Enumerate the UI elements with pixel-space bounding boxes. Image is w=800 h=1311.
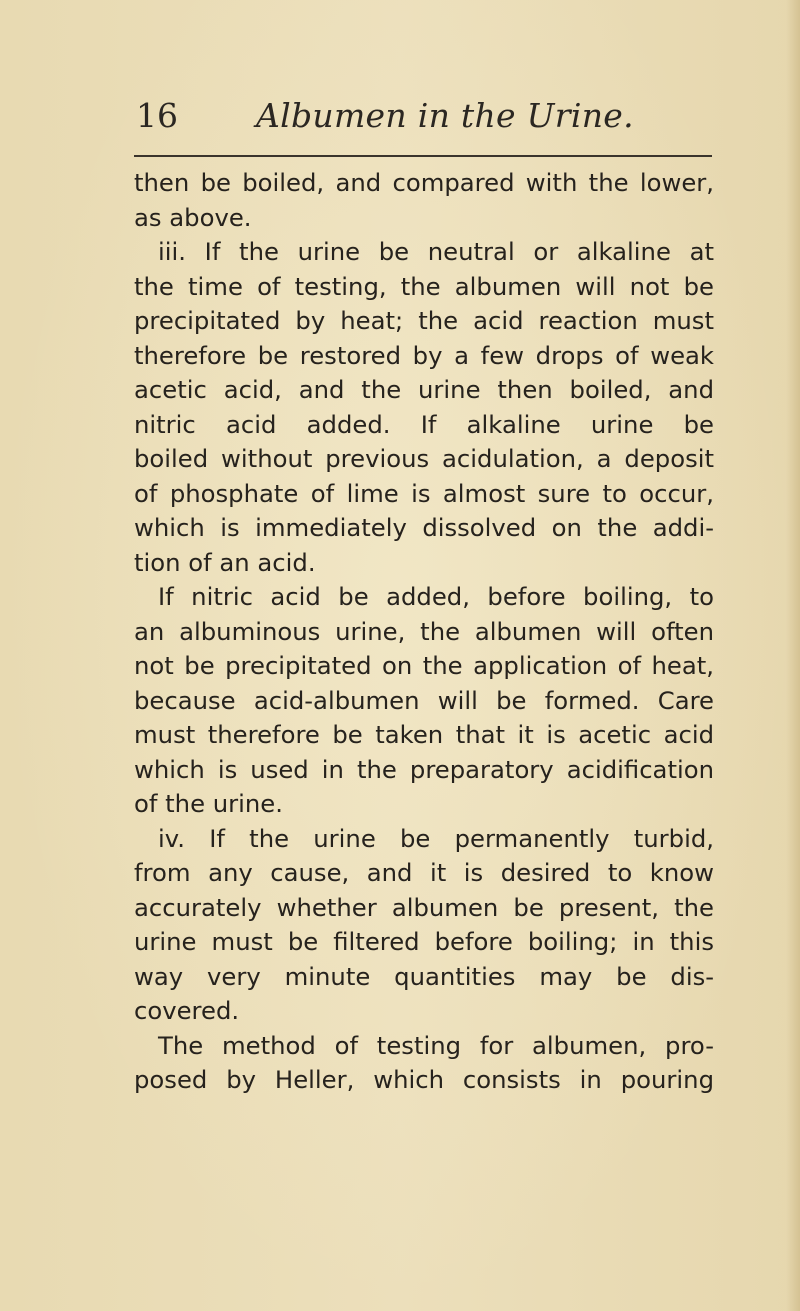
text-line: accurately whether albumen be present, the [134,892,714,922]
text-line: an albuminous urine, the albumen will often [134,616,714,646]
text-line: The method of testing for albumen, pro- [158,1030,714,1060]
text-line: therefore be restored by a few drops of weak [134,340,714,370]
text-line: of the urine. [134,789,283,818]
text-line: which is immediately dissolved on the addi- [134,513,714,542]
text-line: If nitric acid be added, before boiling, to [158,582,714,611]
text-line: because acid-albumen will be formed. Care [134,685,714,715]
page-edge-shadow [786,0,800,1311]
text-line: precipitated by heat; the acid reaction must [134,306,714,335]
text-line: of phosphate of lime is almost sure to occur, [134,478,714,508]
text-line: urine must be filtered before boiling; in this [134,927,714,956]
text-line: posed by Heller, which consists in pouring [134,1065,714,1094]
text-line: the time of testing, the albumen will not be [134,271,714,301]
text-line: covered. [134,996,240,1025]
text-line: from any cause, and it is desired to know [134,858,714,887]
text-line: nitric acid added. If alkaline urine be [134,409,714,439]
text-line: must therefore be taken that it is acetic acid [134,720,714,749]
text-line: then be boiled, and compared with the lower, [134,168,714,197]
text-line: boiled without previous acidulation, a deposit [134,444,714,473]
text-line: tion of an acid. [134,547,316,577]
page-number: 16 [136,96,178,135]
header-rule [134,155,712,157]
body-text [134,166,714,1098]
text-line: way very minute quantities may be dis- [134,961,714,991]
text-line: iv. If the urine be permanently turbid, [158,823,714,853]
text-line: as above. [134,202,252,232]
text-line: not be precipitated on the application of heat, [134,651,714,680]
running-title: Albumen in the Urine. [256,96,634,135]
text-line: acetic acid, and the urine then boiled, and [134,375,714,404]
running-head [0,96,800,156]
text-line: which is used in the preparatory acidification [134,754,714,784]
text-line: iii. If the urine be neutral or alkaline at [158,237,714,266]
